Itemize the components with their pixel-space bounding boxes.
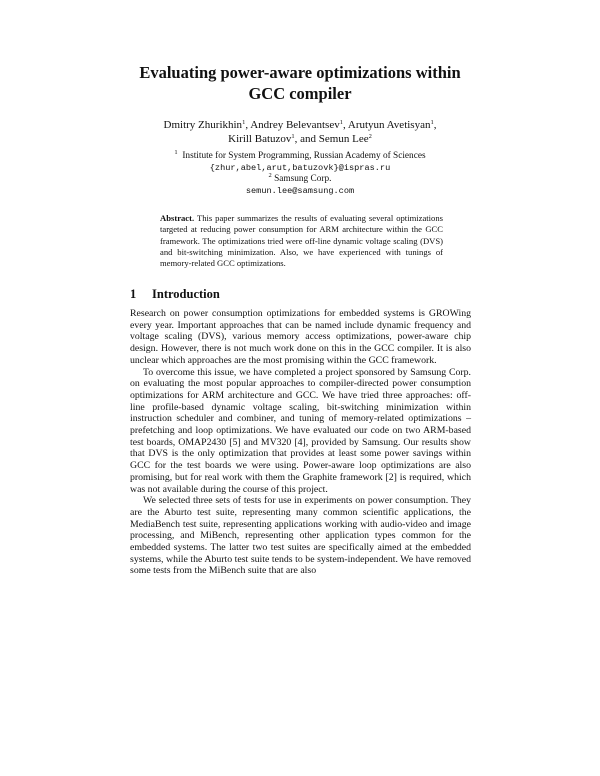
title-line-2: GCC compiler bbox=[248, 84, 352, 103]
author-affiliation-mark: 1 bbox=[339, 119, 343, 126]
abstract-text: This paper summarizes the results of evaluating several optimizations targeted at reducing power consumption for ARM architecture within the GCC framework. The optimizations tried were off-line dynamic voltage scaling (DVS) and bit-switching minimization. Also, we have experienced with tunings of memory-related GCC optimizations. bbox=[160, 213, 443, 269]
author-name: Semun Lee bbox=[318, 133, 369, 145]
paper-title bbox=[100, 62, 500, 104]
abstract bbox=[160, 213, 443, 269]
section-number: 1 bbox=[130, 287, 137, 301]
section-title: Introduction bbox=[152, 287, 220, 301]
abstract-label: Abstract. bbox=[160, 213, 195, 223]
author-name: Arutyun Avetisyan bbox=[347, 119, 431, 131]
paragraph: Research on power consumption optimizations for embedded systems is GROWing every year. Important approaches that can be named include dynamic frequency and voltage scaling (DVS), various memory access optimizations, power-aware chip design. However, there is not much work done on this in the GCC compiler. It is also unclear which approaches are the most promising within the GCC framework. bbox=[130, 308, 471, 366]
paragraph: We selected three sets of tests for use in experiments on power consumption. They are the Aburto test suite, representing many common scientific applications, the MediaBench test suite, representing applications working with audio-video and image processing, and MiBench, representing other application types common for the embedded systems. The latter two test suites are specifically aimed at the embedded systems, while the Aburto test suite tends to be system-independent. We have removed some tests from the MiBench suite that are also bbox=[130, 495, 471, 577]
author-separator: , bbox=[245, 119, 251, 131]
affiliation-mark: 1 bbox=[174, 149, 178, 156]
author-separator: , bbox=[433, 119, 437, 131]
affiliation-2 bbox=[140, 174, 460, 186]
affiliation-1-email: {zhur,abel,arut,batuzovk}@ispras.ru bbox=[209, 162, 391, 173]
affiliation-name: Samsung Corp. bbox=[274, 174, 332, 184]
affiliation-mark: 2 bbox=[268, 172, 272, 179]
author-name: Andrey Belevantsev bbox=[250, 119, 340, 131]
author-line-1 bbox=[130, 118, 470, 132]
affiliations bbox=[140, 151, 460, 197]
affiliation-2-email: semun.lee@samsung.com bbox=[245, 185, 355, 196]
section-body bbox=[130, 308, 471, 577]
author-separator: , and bbox=[294, 133, 319, 145]
author-list bbox=[130, 118, 470, 146]
author-affiliation-mark: 1 bbox=[242, 119, 246, 126]
author-affiliation-mark: 1 bbox=[291, 133, 295, 140]
affiliation-name: Institute for System Programming, Russian Academy of Sciences bbox=[182, 151, 426, 161]
author-separator: , bbox=[342, 119, 348, 131]
author-name: Kirill Batuzov bbox=[228, 133, 292, 145]
author-name: Dmitry Zhurikhin bbox=[163, 119, 243, 131]
author-affiliation-mark: 1 bbox=[430, 119, 434, 126]
author-line-2 bbox=[130, 132, 470, 146]
title-line-1: Evaluating power-aware optimizations within bbox=[139, 63, 461, 82]
affiliation-1 bbox=[140, 151, 460, 163]
author-affiliation-mark: 2 bbox=[368, 133, 372, 140]
section-heading bbox=[130, 287, 220, 302]
paragraph: To overcome this issue, we have completed a project sponsored by Samsung Corp. on evaluating the most popular approaches to compiler-directed power consumption optimizations for ARM architecture and GCC. We have tried three approaches: off-line profile-based dynamic voltage scaling, bit-switching minimization within instruction scheduler and combiner, and tuning of memory-related optimizations – prefetching and loop optimizations. We have evaluated our code on two ARM-based test boards, OMAP2430 [5] and MV320 [4], provided by Samsung. Our results show that DVS is the only optimization that provides at least some power savings within GCC for the test boards we were using. Power-aware loop optimizations are also promising, but for real work with them the Graphite framework [2] is required, which was not available during the course of this project. bbox=[130, 366, 471, 495]
